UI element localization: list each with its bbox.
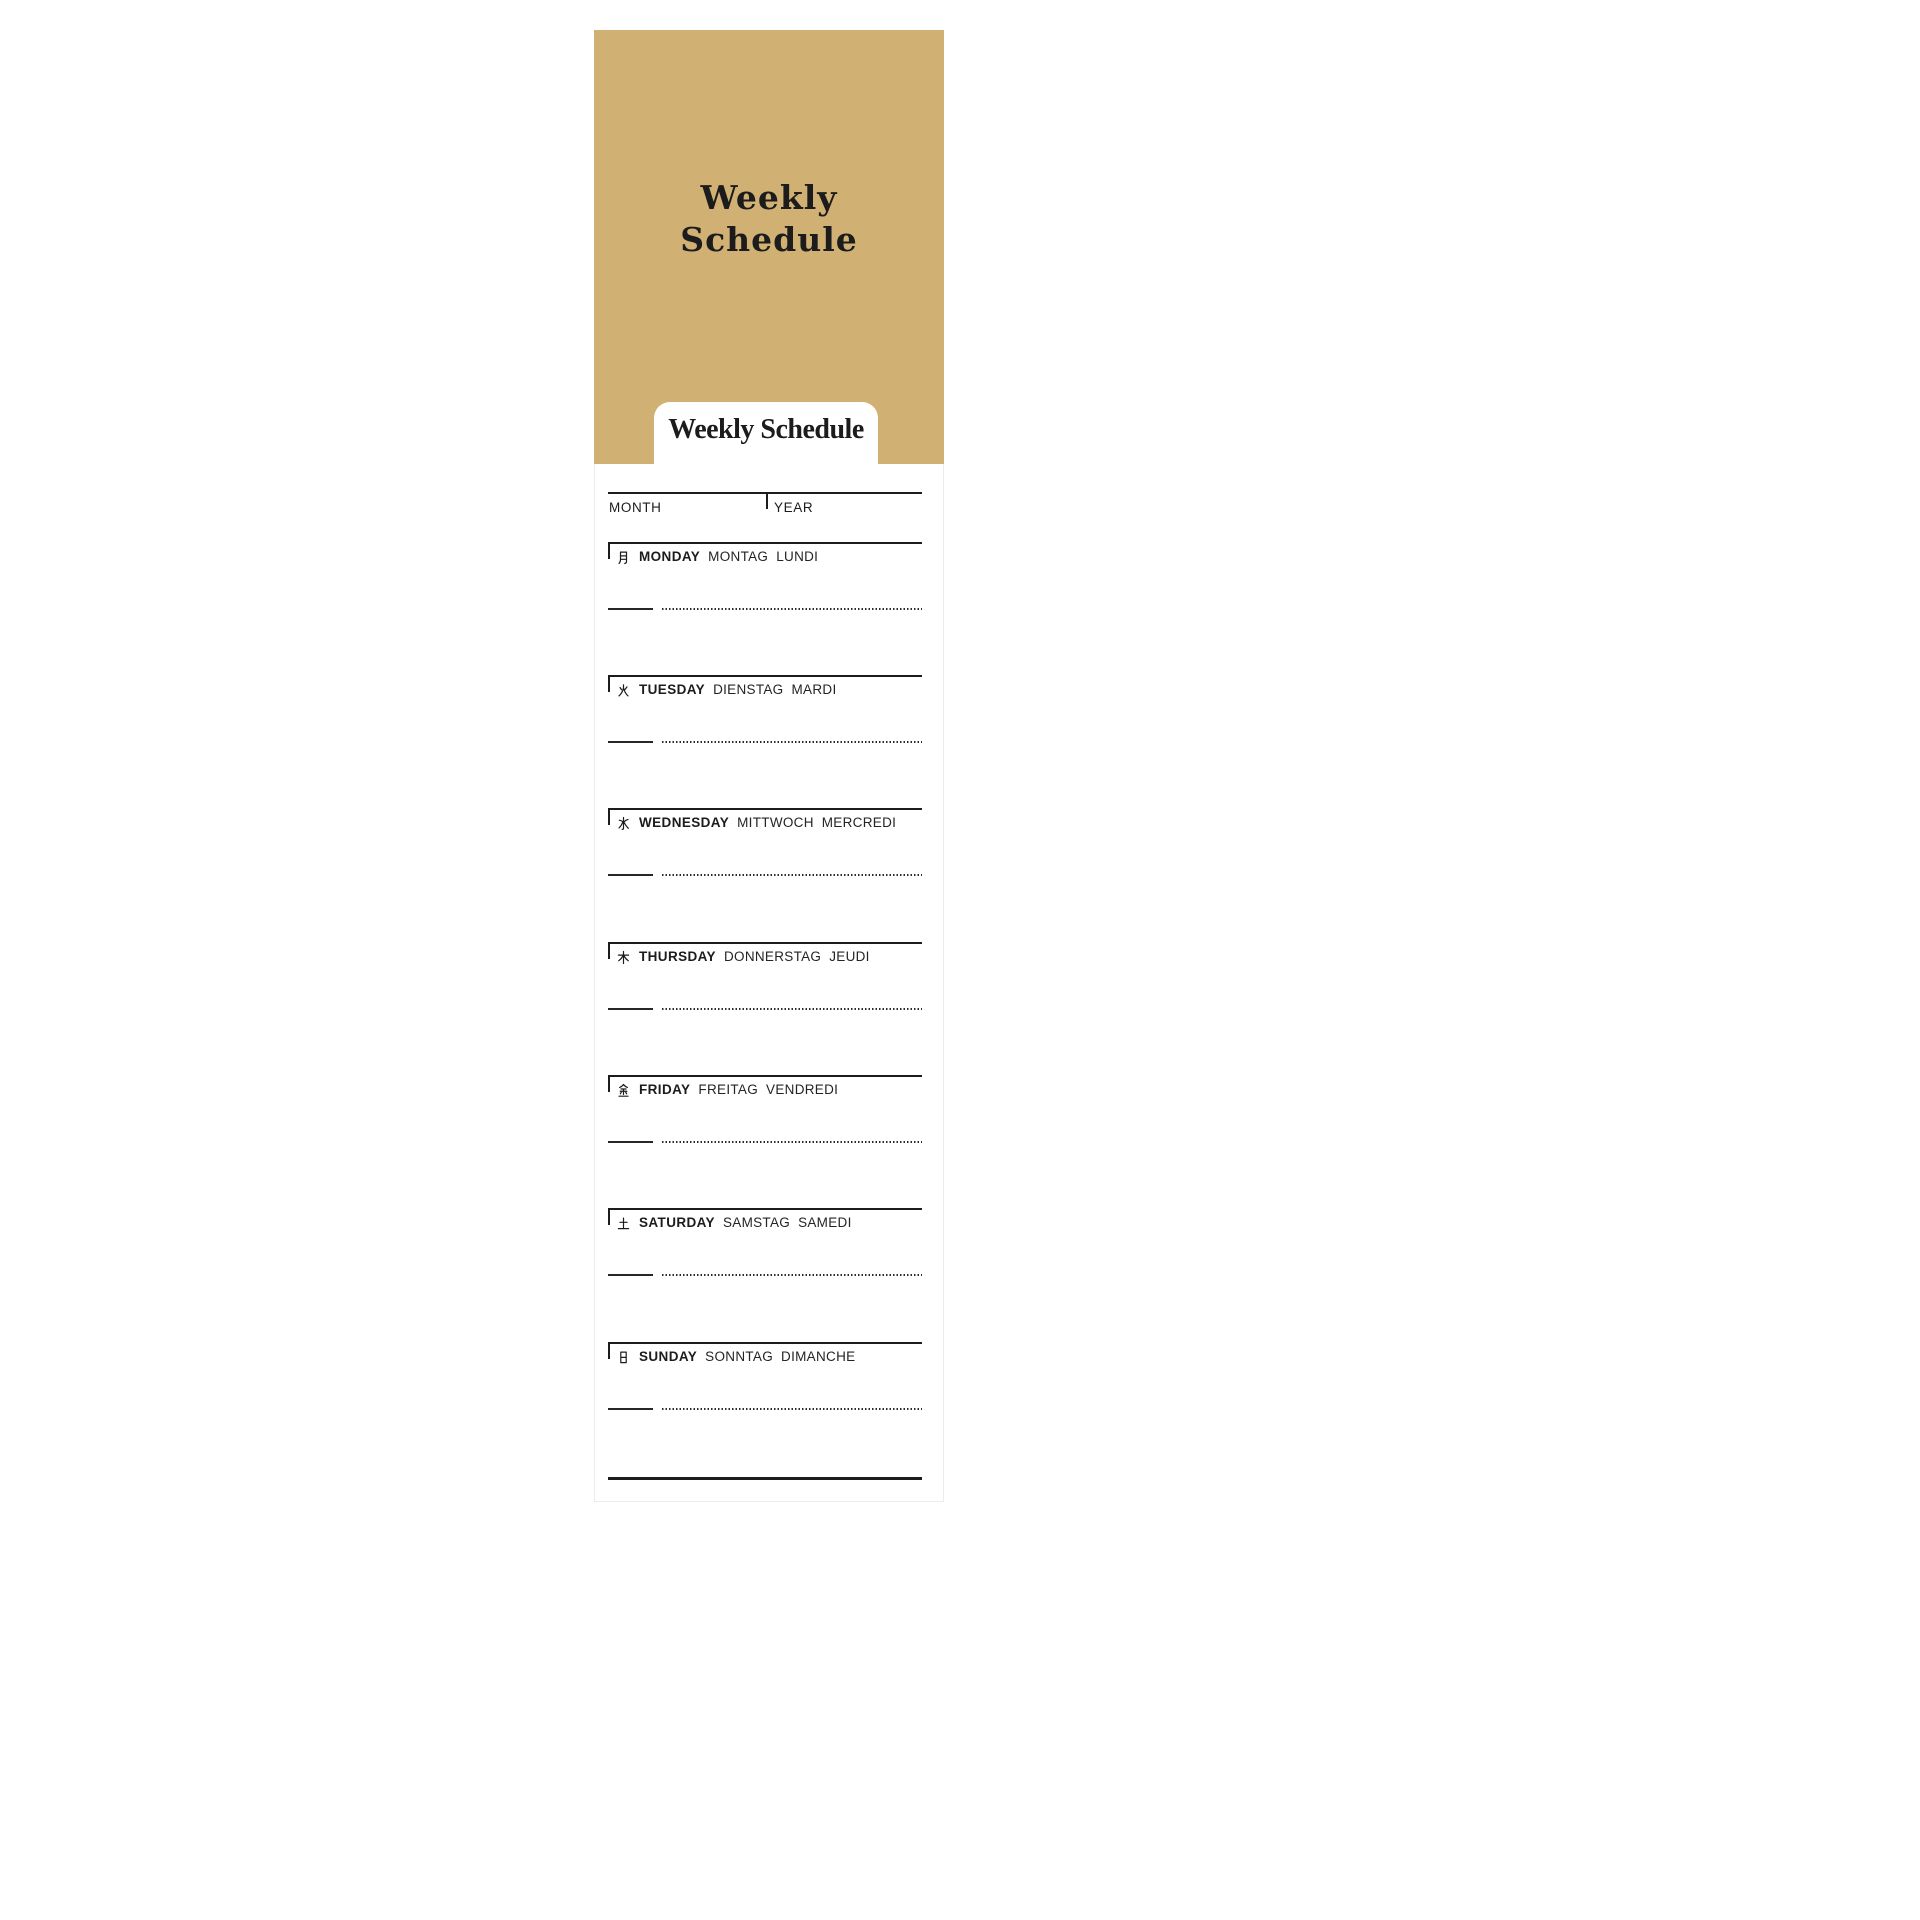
day-section-sunday (608, 1342, 922, 1454)
day-section-tuesday (608, 675, 922, 787)
notes-dotted-line (662, 1408, 922, 1410)
day-name-de: FREITAG (698, 1081, 759, 1097)
kanji-saturday-icon (616, 1216, 631, 1231)
entry-row (608, 608, 922, 610)
bottom-rule (608, 1477, 922, 1480)
kanji-friday-icon (616, 1083, 631, 1098)
entry-row (608, 874, 922, 876)
day-name-fr: JEUDI (829, 948, 870, 964)
kanji-thursday-icon (616, 950, 631, 965)
day-name-fr: DIMANCHE (781, 1348, 856, 1364)
day-name-fr: VENDREDI (766, 1081, 839, 1097)
date-entry-line (608, 741, 653, 743)
day-name-fr: SAMEDI (798, 1215, 852, 1231)
schedule-card (594, 30, 944, 1502)
day-name-en: MONDAY (639, 548, 701, 564)
day-name-de: DIENSTAG (713, 681, 784, 697)
notes-dotted-line (662, 874, 922, 876)
cover-header (594, 30, 944, 464)
day-section-saturday (608, 1208, 922, 1320)
entry-row (608, 1274, 922, 1276)
page-title-line-1: Weekly (700, 178, 838, 217)
notes-dotted-line (662, 1008, 922, 1010)
day-header (608, 1208, 922, 1231)
date-entry-line (608, 1008, 653, 1010)
day-name-en: SATURDAY (639, 1215, 715, 1231)
day-section-friday (608, 1075, 922, 1187)
date-entry-line (608, 874, 653, 876)
day-name-en: SUNDAY (639, 1348, 698, 1364)
kanji-monday-icon (616, 550, 631, 565)
day-header (608, 808, 922, 831)
kanji-wednesday-icon (616, 816, 631, 831)
date-entry-line (608, 608, 653, 610)
day-header (608, 942, 922, 965)
day-name-fr: MERCREDI (821, 815, 897, 831)
notes-dotted-line (662, 608, 922, 610)
entry-row (608, 1008, 922, 1010)
day-name-en: TUESDAY (639, 681, 706, 697)
entry-row (608, 1408, 922, 1410)
month-year-divider (766, 494, 768, 509)
notes-dotted-line (662, 1141, 922, 1143)
day-header (608, 1075, 922, 1098)
entry-row (608, 741, 922, 743)
entry-row (608, 1141, 922, 1143)
page-title-line-2: Schedule (680, 220, 858, 259)
day-name-en: THURSDAY (639, 948, 716, 964)
day-section-monday (608, 542, 922, 654)
day-name-fr: MARDI (791, 681, 837, 697)
kanji-tuesday-icon (616, 683, 631, 698)
day-header (608, 1342, 922, 1365)
day-section-thursday (608, 942, 922, 1054)
day-name-de: SONNTAG (705, 1348, 774, 1364)
day-name-de: MONTAG (708, 548, 769, 564)
day-name-en: WEDNESDAY (639, 815, 730, 831)
day-section-wednesday (608, 808, 922, 920)
day-name-en: FRIDAY (639, 1081, 691, 1097)
date-entry-line (608, 1141, 653, 1143)
year-label: YEAR (774, 500, 814, 515)
day-header (608, 542, 922, 565)
day-name-de: SAMSTAG (722, 1215, 791, 1231)
kanji-sunday-icon (616, 1350, 631, 1365)
tab-title: Weekly Schedule (668, 414, 864, 445)
date-entry-line (608, 1408, 653, 1410)
month-year-row (608, 492, 922, 524)
day-name-de: DONNERSTAG (723, 948, 822, 964)
date-entry-line (608, 1274, 653, 1276)
notes-dotted-line (662, 741, 922, 743)
notes-dotted-line (662, 1274, 922, 1276)
day-header (608, 675, 922, 698)
day-name-fr: LUNDI (776, 548, 819, 564)
page-title (594, 177, 944, 261)
day-name-de: MITTWOCH (737, 815, 814, 831)
month-label: MONTH (609, 500, 662, 515)
